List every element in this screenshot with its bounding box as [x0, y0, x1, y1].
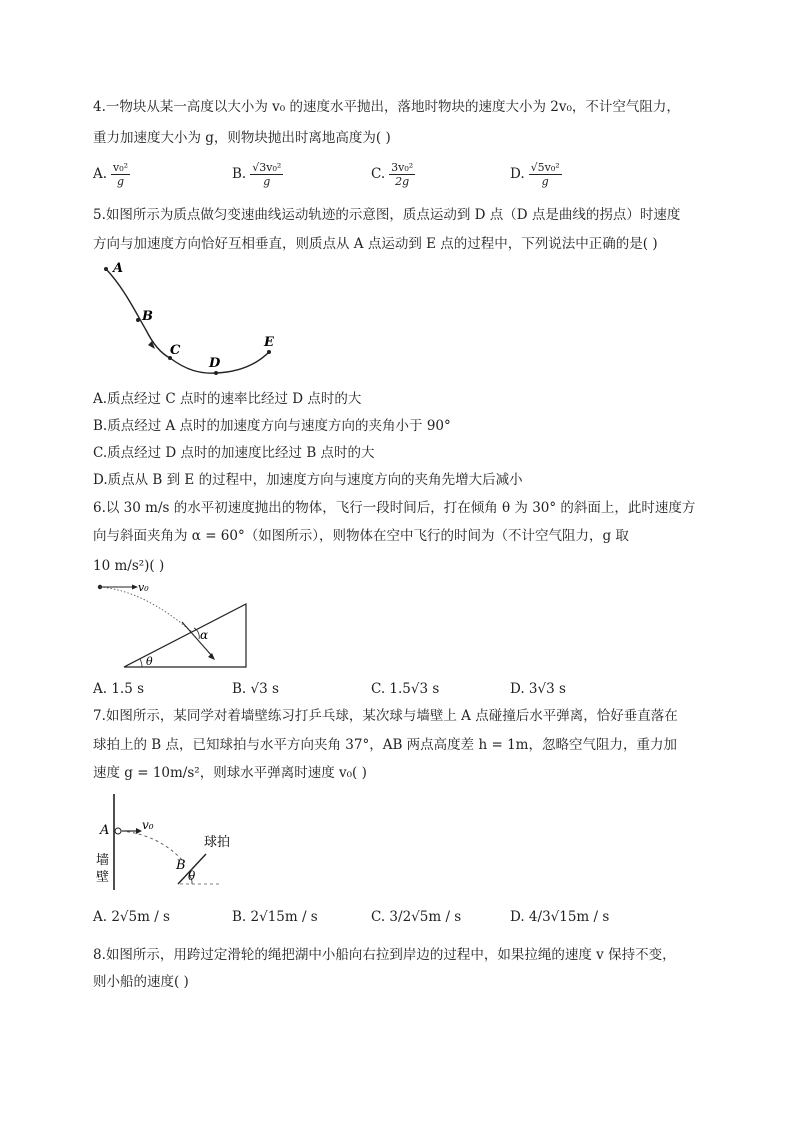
q7-option-b[interactable]: B. 2√15m / s [232, 909, 318, 925]
q5-option-a[interactable]: A.质点经过 C 点时的速率比经过 D 点时的大 [93, 391, 362, 407]
fraction [529, 162, 562, 187]
q6-incline-figure [94, 580, 254, 670]
trajectory-curve [106, 269, 269, 373]
q4-stem-line2: 重力加速度大小为 g，则物块抛出时离地高度为( ) [93, 130, 391, 146]
label-theta: θ [146, 655, 153, 668]
arrow-head [208, 653, 215, 660]
q4-option-b[interactable] [232, 162, 283, 187]
point-b [136, 318, 140, 322]
option-letter: C. [371, 166, 386, 182]
label-theta: θ [188, 869, 196, 883]
q8-stem-line1: 8.如图所示，用跨过定滑轮的绳把湖中小船向右拉到岸边的过程中，如果拉绳的速度 v 保持不变， [93, 947, 676, 963]
q7-stem-line1: 7.如图所示，某同学对着墙壁练习打乒乓球，某次球与墙壁上 A 点碰撞后水平弹离，恰好垂直落在 [93, 708, 678, 724]
option-letter: B. [232, 166, 247, 182]
wall-label-1: 墙 [96, 853, 110, 868]
label-b: B [176, 858, 186, 873]
q5-trajectory-figure [96, 258, 286, 383]
fraction-denominator: g [541, 175, 549, 188]
q6-stem-line2: 向与斜面夹角为 α = 60°（如图所示），则物体在空中飞行的时间为（不计空气阻力，g 取 [93, 528, 629, 544]
q6-option-c[interactable]: C. 1.5√3 s [371, 681, 440, 697]
fraction-numerator: √5v₀² [530, 161, 560, 174]
label-c: C [170, 343, 181, 358]
label-alpha: α [200, 628, 209, 642]
trajectory-dashed [121, 831, 184, 862]
point-d [214, 371, 218, 375]
racket-label: 球拍 [204, 835, 231, 850]
fraction-denominator: g [117, 175, 125, 188]
q7-stem-line3: 速度 g = 10m/s²，则球水平弹离时速度 v₀( ) [93, 765, 367, 781]
label-v0: v₀ [142, 818, 154, 832]
fraction-denominator: g [263, 175, 271, 188]
label-a: A [113, 261, 124, 276]
q5-option-c[interactable]: C.质点经过 D 点时的加速度比经过 B 点时的大 [93, 445, 375, 461]
q5-option-b[interactable]: B.质点经过 A 点时的加速度方向与速度方向的夹角小于 90° [93, 418, 451, 434]
q4-option-a[interactable] [93, 162, 130, 187]
label-e: E [264, 335, 274, 350]
fraction-numerator: 3v₀² [391, 161, 414, 174]
q6-stem-line1: 6.以 30 m/s 的水平初速度抛出的物体，飞行一段时间后，打在倾角 θ 为 30° 的斜面上，此时速度方 [93, 500, 696, 516]
q4-option-c[interactable] [371, 162, 415, 187]
q7-wall-figure [94, 792, 254, 892]
label-a: A [100, 823, 110, 838]
fraction-numerator: v₀² [113, 161, 129, 174]
q6-option-d[interactable]: D. 3√3 s [510, 681, 566, 697]
option-letter: D. [510, 166, 525, 182]
q7-option-a[interactable]: A. 2√5m / s [93, 909, 170, 925]
q6-stem-line3: 10 m/s²)( ) [93, 558, 165, 574]
q4-stem-line1: 4.一物块从某一高度以大小为 v₀ 的速度水平抛出，落地时物块的速度大小为 2v₀，不计空气阻力， [93, 99, 680, 115]
point-e [267, 350, 271, 354]
q5-stem-line1: 5.如图所示为质点做匀变速曲线运动轨迹的示意图，质点运动到 D 点（D 点是曲线的拐点）时速度 [93, 207, 681, 223]
q6-option-a[interactable]: A. 1.5 s [93, 681, 145, 697]
q5-stem-line2: 方向与加速度方向恰好互相垂直，则质点从 A 点运动到 E 点的过程中，下列说法中正确的是( ) [93, 236, 658, 252]
q5-option-d[interactable]: D.质点从 B 到 E 的过程中，加速度方向与速度方向的夹角先增大后减小 [93, 472, 523, 488]
theta-arc [140, 659, 142, 667]
option-letter: A. [93, 166, 108, 182]
q7-stem-line2: 球拍上的 B 点，已知球拍与水平方向夹角 37°，AB 两点高度差 h = 1m，忽略空气阻力，重力加 [93, 737, 677, 753]
point-a [104, 267, 108, 271]
fraction [111, 162, 130, 187]
fraction-numerator: √3v₀² [252, 161, 282, 174]
q6-option-b[interactable]: B. √3 s [232, 681, 279, 697]
wall-label-2: 壁 [96, 870, 110, 885]
incline-triangle [124, 604, 246, 667]
label-d: D [209, 356, 221, 371]
q4-option-d[interactable] [510, 162, 562, 187]
label-b: B [142, 309, 153, 324]
q7-option-c[interactable]: C. 3/2√5m / s [371, 909, 462, 925]
fraction-denominator: 2g [395, 175, 410, 188]
alpha-arc [194, 628, 199, 639]
q8-stem-line2: 则小船的速度( ) [93, 974, 189, 990]
label-v0: v₀ [138, 581, 149, 594]
q7-option-d[interactable]: D. 4/3√15m / s [510, 909, 610, 925]
ball [115, 828, 121, 834]
fraction [250, 162, 283, 187]
fraction [389, 162, 415, 187]
